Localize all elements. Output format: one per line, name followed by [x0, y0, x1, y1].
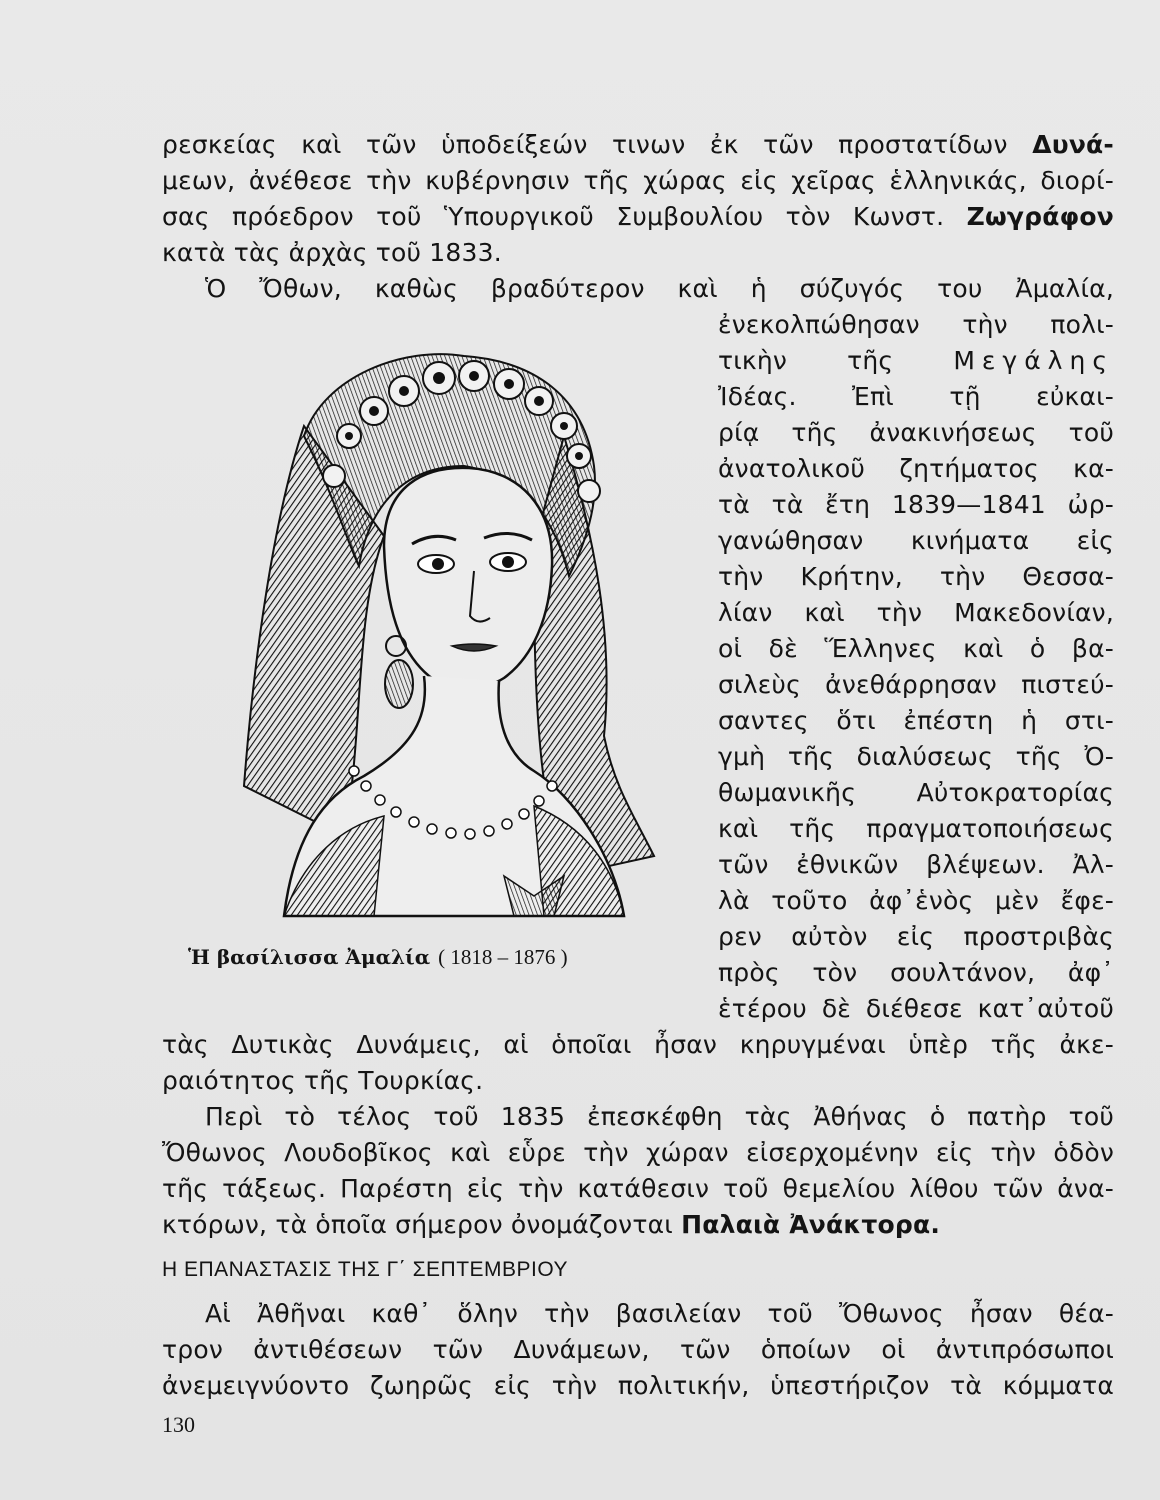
text-line: τρον ἀντιθέσεων τῶν Δυνάμεων, τῶν ὁποίων οἱ ἀντιπρόσωποι — [162, 1335, 1114, 1364]
palaia-anaktora: Παλαιὰ Ἀνάκτορα. — [681, 1210, 941, 1239]
queen-amalia-portrait — [234, 316, 672, 936]
text-line: τὰ τὰ ἔτη 1839—1841 ὠρ- — [718, 490, 1114, 519]
caption-years: ( 1818 – 1876 ) — [438, 945, 568, 969]
text-line: πρὸς τὸν σουλτάνον, ἀφ᾽ — [718, 958, 1114, 987]
page-number: 130 — [162, 1412, 195, 1437]
text-line: λὰ τοῦτο ἀφ᾽ἑνὸς μὲν ἔφε- — [718, 886, 1114, 915]
text-line: θωμανικῆς Αὐτοκρατορίας — [718, 778, 1114, 807]
text-line: τῶν ἐθνικῶν βλέψεων. Ἀλ- — [718, 850, 1114, 879]
text-line: Αἱ Ἀθῆναι καθ᾽ ὅλην τὴν βασιλείαν τοῦ Ὄθωνος ἦσαν θέα- — [205, 1299, 1114, 1328]
section-heading: Η ΕΠΑΝΑΣΤΑΣΙΣ ΤΗΣ Γ΄ ΣΕΠΤΕΜΒΡΙΟΥ — [162, 1258, 569, 1281]
text-line: ἐνεκολπώθησαν τὴν πολι- — [718, 310, 1114, 339]
text-line: ρεν αὐτὸν εἰς προστριβὰς — [718, 922, 1114, 951]
text-line: ραιότητος τῆς Τουρκίας. — [162, 1066, 484, 1095]
text-line: τικὴν τῆς Μεγάλης — [718, 346, 1114, 375]
text-line: ἑτέρου δὲ διέθεσε κατ᾽αὐτοῦ — [718, 994, 1114, 1023]
text-line: λίαν καὶ τὴν Μακεδονίαν, — [718, 598, 1114, 627]
text-line: Περὶ τὸ τέλος τοῦ 1835 ἐπεσκέφθη τὰς Ἀθήνας ὁ πατὴρ τοῦ — [205, 1102, 1114, 1131]
text-line: κατὰ τὰς ἀρχὰς τοῦ 1833. — [162, 238, 502, 267]
text-line: σιλεὺς ἀνεθάρρησαν πιστεύ- — [718, 670, 1114, 699]
text-line: ρεσκείας καὶ τῶν ὑποδείξεών τινων ἐκ τῶν προστατίδων Δυνά- — [162, 130, 1114, 159]
text-line: Ὄθωνος Λουδοβῖκος καὶ εὗρε τὴν χώραν εἰσερχομένην εἰς τὴν ὁδὸν — [162, 1138, 1114, 1167]
text-line: Ἰδέας. Ἐπὶ τῇ εὐκαι- — [718, 382, 1114, 411]
text-line: γμὴ τῆς διαλύσεως τῆς Ὀ- — [718, 742, 1114, 771]
text-line: καὶ τῆς πραγματοποιήσεως — [718, 814, 1114, 843]
text-line: τῆς τάξεως. Παρέστη εἰς τὴν κατάθεσιν τοῦ θεμελίου λίθου τῶν ἀνα- — [162, 1174, 1114, 1203]
text-line: ρίᾳ τῆς ἀνακινήσεως τοῦ — [718, 418, 1114, 447]
text-line: Ὁ Ὄθων, καθὼς βραδύτερον καὶ ἡ σύζυγός του Ἀμαλία, — [205, 274, 1114, 303]
text-line: κτόρων, τὰ ὁποῖα σήμερον ὀνομάζονται Παλαιὰ Ἀνάκτορα. — [162, 1210, 941, 1239]
text-line: ἀνατολικοῦ ζητήματος κα- — [718, 454, 1114, 483]
text-line: μεων, ἀνέθεσε τὴν κυβέρνησιν τῆς χώρας εἰς χεῖρας ἑλληνικάς, διορί- — [162, 166, 1114, 195]
text-line: ἀνεμειγνύοντο ζωηρῶς εἰς τὴν πολιτικήν, ὑπεστήριζον τὰ κόμματα — [162, 1371, 1114, 1400]
portrait-caption — [188, 945, 568, 970]
text-line: σαντες ὅτι ἐπέστη ἡ στι- — [718, 706, 1114, 735]
text-line: τὰς Δυτικὰς Δυνάμεις, αἱ ὁποῖαι ἦσαν κηρυγμέναι ὑπὲρ τῆς ἀκε- — [162, 1030, 1114, 1059]
text-line: τὴν Κρήτην, τὴν Θεσσα- — [718, 562, 1114, 591]
text-line: γανώθησαν κινήματα εἰς — [718, 526, 1114, 555]
caption-title: Ἡ βασίλισσα Ἀμαλία — [188, 945, 431, 969]
text-line: οἱ δὲ Ἕλληνες καὶ ὁ βα- — [718, 634, 1114, 663]
text-line: σας πρόεδρον τοῦ Ὑπουργικοῦ Συμβουλίου τὸν Κωνστ. Ζωγράφον — [162, 202, 1114, 231]
